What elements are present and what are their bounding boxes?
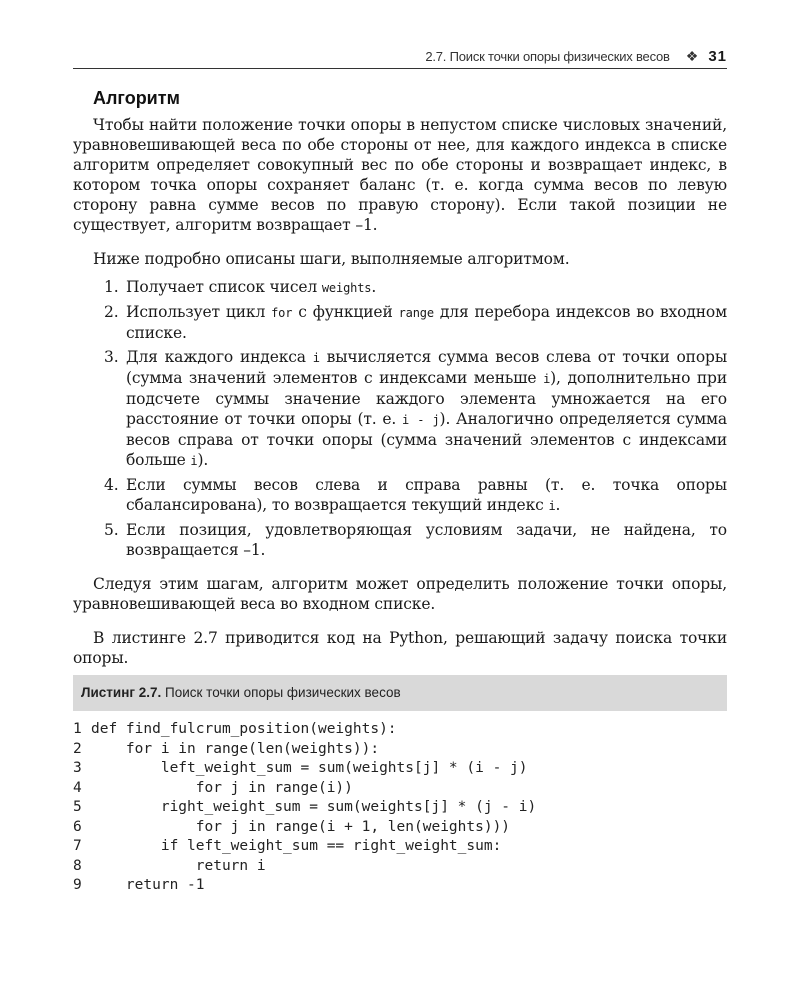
page-body bbox=[73, 88, 727, 668]
code-line bbox=[73, 720, 727, 740]
step-text: ). Аналогично определяется сумма весов справа от точки опоры (сумма значений элементов с индексами больше bbox=[126, 410, 728, 469]
code-block bbox=[73, 720, 727, 896]
inline-code: i bbox=[190, 454, 198, 468]
line-number: 8 bbox=[73, 857, 82, 874]
step-text: . bbox=[555, 496, 561, 514]
list-item-number: 3. bbox=[104, 348, 119, 366]
code-line bbox=[73, 818, 727, 838]
list-item bbox=[73, 277, 727, 298]
list-item-number: 4. bbox=[104, 476, 119, 494]
step-text: . bbox=[371, 278, 377, 296]
intro-paragraph: Чтобы найти положение точки опоры в непустом списке числовых значений, уравновешивающей веса по обе стороны от нее, для каждого индекса в списке алгоритм определяет совокупный вес по обе стороны и возвращает индекс, в котором точка опоры сохраняет баланс (т. е. когда сумма весов по левую сторону равна сумме весов по правую сторону). Если такой позиции не существует, алгоритм возвращает –1. bbox=[73, 116, 727, 234]
list-item-number: 1. bbox=[104, 278, 119, 296]
list-item-number: 5. bbox=[104, 521, 119, 539]
code-text: for j in range(i)) bbox=[91, 779, 353, 796]
listing-caption bbox=[73, 675, 727, 711]
header-separator-icon: ❖ bbox=[685, 48, 699, 64]
code-line bbox=[73, 779, 727, 799]
line-number: 7 bbox=[73, 838, 82, 854]
code-text: def find_fulcrum_position(weights): bbox=[91, 721, 397, 737]
code-text: return -1 bbox=[91, 877, 205, 893]
code-text: for j in range(i + 1, len(weights))) bbox=[91, 818, 511, 835]
step-text: с функцией bbox=[292, 303, 399, 321]
step-text: Для каждого индекса bbox=[126, 348, 313, 366]
inline-code: i bbox=[312, 351, 320, 365]
step-text: Если позиция, удовлетворяющая условиям задачи, не найдена, то возвращается –1. bbox=[126, 521, 727, 559]
listing-caption-text: Поиск точки опоры физических весов bbox=[161, 685, 401, 700]
line-number: 5 bbox=[73, 799, 82, 815]
section-title: Алгоритм bbox=[93, 88, 180, 108]
line-number: 6 bbox=[73, 818, 82, 835]
steps-list bbox=[73, 277, 727, 560]
code-line bbox=[73, 798, 727, 818]
listing-reference-paragraph: В листинге 2.7 приводится код на Python, решающий задачу поиска точки опоры. bbox=[73, 629, 727, 667]
line-number: 1 bbox=[73, 721, 82, 737]
line-number: 3 bbox=[73, 760, 82, 776]
step-text: Если суммы весов слева и справа равны (т. е. точка опоры сбалансирована), то возвращается текущий индекс bbox=[126, 476, 727, 514]
code-text: for i in range(len(weights)): bbox=[91, 740, 380, 757]
header-chapter-title: 2.7. Поиск точки опоры физических весов bbox=[425, 49, 670, 64]
code-line bbox=[73, 876, 727, 896]
code-text: right_weight_sum = sum(weights[j] * (j - i) bbox=[91, 799, 537, 815]
step-text: Использует цикл bbox=[126, 303, 272, 321]
line-number: 2 bbox=[73, 740, 82, 757]
list-item bbox=[73, 302, 727, 343]
step-text: ), дополнительно при подсчете суммы значение каждого элемента умножается на его расстояние от точки опоры (т. е. bbox=[126, 369, 728, 428]
page-number: 31 bbox=[708, 48, 727, 65]
list-item-number: 2. bbox=[104, 303, 119, 321]
inline-code: weights bbox=[321, 281, 372, 295]
list-item bbox=[73, 347, 727, 471]
header-right bbox=[425, 48, 727, 65]
step-text: ). bbox=[197, 451, 209, 469]
inline-code: i bbox=[543, 372, 551, 386]
inline-code: for bbox=[271, 306, 293, 320]
code-line bbox=[73, 857, 727, 877]
code-text: if left_weight_sum == right_weight_sum: bbox=[91, 838, 502, 854]
code-line bbox=[73, 759, 727, 779]
inline-code: i bbox=[548, 499, 556, 513]
step-text: вычисляется сумма весов слева от точки опоры (сумма значений элементов с индексами меньше bbox=[126, 348, 728, 387]
code-text: left_weight_sum = sum(weights[j] * (i - j) bbox=[91, 760, 528, 776]
listing-label: Листинг 2.7. bbox=[81, 685, 162, 700]
inline-code: range bbox=[398, 306, 434, 320]
steps-intro: Ниже подробно описаны шаги, выполняемые алгоритмом. bbox=[93, 250, 570, 268]
list-item bbox=[73, 520, 727, 560]
running-header bbox=[73, 44, 727, 69]
line-number: 4 bbox=[73, 779, 82, 796]
inline-code: i - j bbox=[402, 413, 440, 427]
code-line bbox=[73, 740, 727, 760]
list-item bbox=[73, 475, 727, 516]
conclusion-paragraph: Следуя этим шагам, алгоритм может определить положение точки опоры, уравновешивающей веса во входном списке. bbox=[73, 575, 727, 613]
code-text: return i bbox=[91, 857, 266, 874]
line-number: 9 bbox=[73, 877, 82, 893]
step-text: Получает список чисел bbox=[126, 278, 322, 296]
step-text: для перебора индексов во входном списке. bbox=[126, 303, 727, 342]
code-line bbox=[73, 837, 727, 857]
